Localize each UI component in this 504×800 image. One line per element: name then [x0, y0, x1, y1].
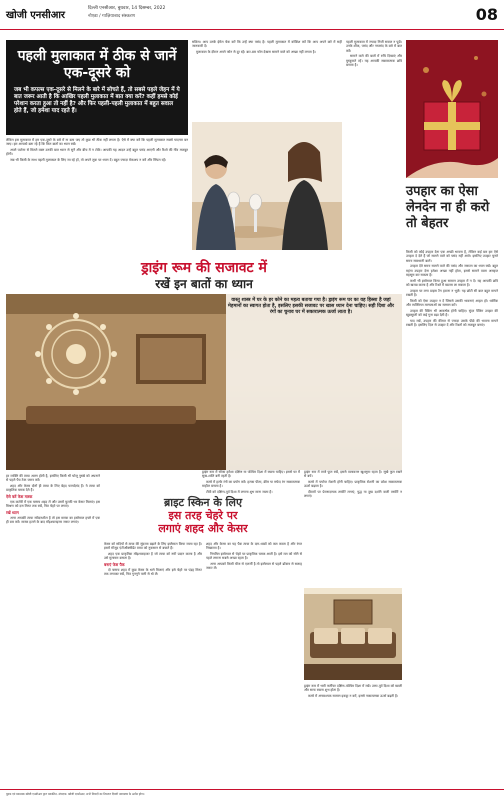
edition-subline: नोएडा / गाज़ियाबाद संस्करण — [88, 14, 135, 19]
dr-b-para-3: दीवारों पर प्रेरणादायक तस्वीरें लगाएं, युद्ध या दुख दर्शाने वाली तस्वीरें न लगाएं। — [304, 489, 402, 499]
gift-para-3: कभी भी इस्तेमाल किया हुआ सामान उपहार में न दें। यह आपकी छवि को खराब करता है और रिश्ते में खटास ला सकता है। — [406, 278, 498, 287]
lead-mid-para-2: मुलाकात के दौरान अपने फोन से दूर रहें। बार-बार फोन देखना सामने वाले को अच्छा नहीं लगता है। — [196, 49, 316, 54]
bs-b-para-2: नियमित इस्तेमाल से चेहरे पर प्राकृतिक चमक आती है। इसे रात को सोने से पहले लगाना सबसे अच्छा रहता है। — [206, 551, 302, 561]
drawing-room-illustration — [6, 294, 402, 470]
bright-skin-column-b — [206, 542, 302, 784]
gift-para-7: याद रखें, उपहार की कीमत से ज्यादा उसके पीछे की भावना मायने रखती है। इसलिए दिल से उपहार दें और रिश्तों को मजबूत बनाएं। — [406, 318, 498, 327]
dr-a-para-1: ड्राइंग रूम में सोफा हमेशा दक्षिण या पश्चिम दिशा में रखना चाहिए। इससे घर में सुख-शांति बनी रहती है। — [202, 470, 300, 479]
bright-skin-column-a — [104, 542, 202, 784]
lead-right-para-2: सामने वाले की बातों में रुचि दिखाएं और मुस्कुराते रहें। यह आपकी सकारात्मक छवि बनाता है। — [346, 54, 402, 67]
bl-para-1: हर व्यक्ति की त्वचा अलग होती है, इसलिए किसी भी घरेलू नुस्खे को अपनाने से पहले पैच टेस्ट जरूर करें। — [6, 474, 100, 483]
dr-a-para-3: टीवी को दक्षिण-पूर्व दिशा में लगाना शुभ माना जाता है। — [206, 489, 273, 494]
hero-box — [6, 40, 188, 135]
dr-b-para-2: कमरे में पर्याप्त रोशनी होनी चाहिए। प्राकृतिक रोशनी का प्रवेश सकारात्मक ऊर्जा बढ़ाता है। — [304, 479, 402, 489]
bl-sub2-text: अगर आपकी त्वचा संवेदनशील है तो इस मास्क का इस्तेमाल हफ्ते में एक ही बार करें। मास्क हटाने के बाद मॉइश्चराइजर जरूर लगाएं। — [6, 515, 100, 525]
gift-para-4: उपहार पर लगा प्राइस टैग हटाना न भूलें। यह छोटी सी बात बहुत मायने रखती है। — [406, 288, 498, 297]
bs-b-para-3: अगर आपको किसी चीज से एलर्जी है तो इस्तेमाल से पहले डॉक्टर से सलाह जरूर लें। — [206, 561, 302, 571]
page-footer: मुद्रक एवं प्रकाशक खोजी एनसीआर द्वारा प्रकाशित, संपादक: खोजी एनसीआर, सभी विवादों का निपटारा दिल्ली न्यायालय के अधीन होगा। — [0, 789, 504, 800]
gift-para-2: उपहार देते समय सामने वाले की पसंद और जरूरत का ध्यान रखें। बहुत महंगा उपहार देना हमेशा अच्छा नहीं होता, इससे सामने वाला असहज महसूस कर सकता है। — [406, 264, 498, 277]
bl-subheading-1: ऐसे करें फेस मास्क — [6, 493, 33, 499]
sofa-photo — [304, 588, 402, 680]
drawing-room-column-b — [304, 470, 402, 582]
hero-subtitle: जब भी कपल्स एक-दूसरे से मिलने के बारे में सोचते हैं, तो सबसे पहले जेहन में ये बात जरूर आती है कि आखिर पहली मुलाकात में बात क्या करें? कहीं हमसे कोई परेशान करता हुआ तो नहीं है? और फिर पहली-पहली मुलाकात में बहुत सवाल होते हैं, जो हमेशा याद रहते हैं। — [14, 87, 180, 114]
bright-skin-title-line-2: इस तरह चेहरे पर — [168, 509, 238, 522]
sofa-illustration — [304, 588, 402, 680]
lead-right-para-1: पहली मुलाकात में ज्यादा निजी सवाल न पूछें। उनके शौक, पसंद और नापसंद के बारे में बात करें। — [346, 40, 402, 53]
lead-left-para-2: अपने पार्टनर से मिलते वक्त उनकी बात ध्यान से सुनें और बीच में न टोकें। आपकी यह आदत उन्हें बहुत पसंद आएगी और रिश्ते की नींव मजबूत होगी। — [6, 147, 188, 157]
lead-column-mid — [192, 40, 342, 120]
hero-title: पहली मुलाकात में ठीक से जानें एक-दूसरे को — [17, 48, 177, 81]
drawing-room-photo — [6, 294, 402, 470]
bs-subheading: बनाएं फेस पैक — [104, 561, 125, 567]
couple-illustration — [192, 122, 342, 250]
edition-line: दिल्ली एनसीआर, बुधवार, 14 दिसम्बर, 2022 — [88, 6, 166, 11]
bs-a-para-2: शहद एक प्राकृतिक मॉइश्चराइजर है जो त्वचा को नमी प्रदान करता है और उसे मुलायम बनाता है। — [104, 551, 202, 561]
bl-sub1-text: एक कटोरी में एक चम्मच शहद लें और उसमें चुटकी भर केसर मिलाएं। इस मिश्रण को दस मिनट तक रखें, फिर चेहरे पर लगाएं। — [6, 499, 100, 509]
bottom-left-column — [6, 474, 100, 784]
drawing-room-title: ड्राइंग रूम की सजावट में — [141, 260, 267, 276]
drawing-room-intro: वास्तु शास्त्र में घर के हर कोने का महत्व बताया गया है। ड्राइंग रूम घर का वह हिस्सा है जहां मेहमानों का स्वागत होता है, इसलिए इसकी सजावट पर खास ध्यान देना चाहिए। सही दिशा और रंगों का चुनाव घर में सकारात्मक ऊर्जा लाता है। — [228, 298, 394, 316]
bs-a-para-1: केसर को सदियों से त्वचा की सुंदरता बढ़ाने के लिए इस्तेमाल किया जाता रहा है। इसमें मौजूद एंटीऑक्सीडेंट त्वचा को नुकसान से बचाते हैं। — [104, 542, 202, 551]
bs-b-para-1: शहद और केसर का यह पैक त्वचा के दाग-धब्बों को कम करता है और रंगत निखारता है। — [206, 542, 302, 551]
gift-illustration — [406, 40, 498, 178]
gift-article-title: उपहार का ऐसा लेनदेन ना ही करो तो बेहतर — [406, 184, 490, 231]
drawing-room-title-2: रखें इन बातों का ध्यान — [155, 277, 253, 291]
page-number: 08 — [475, 5, 498, 24]
couple-photo — [192, 122, 342, 250]
gift-article-body — [406, 250, 498, 785]
bl-subheading-2: रखें ध्यान — [6, 509, 19, 515]
gift-para-5: किसी को ऐसा उपहार न दें जिससे उसकी भावनाएं आहत हों। धार्मिक और व्यक्तिगत मान्यताओं का सम्मान करें। — [406, 298, 498, 307]
bs-sub-text: दो चम्मच शहद में कुछ केसर के धागे मिलाएं और इसे चेहरे पर पंद्रह मिनट तक लगाकर रखें, फिर गुनगुने पानी से धो लें। — [104, 567, 202, 577]
gift-photo — [406, 40, 498, 178]
lead-mid-para-1: सक्रिय। आप उनके ईमेल चेक करें कि उन्हें क्या पसंद है। पहली मुलाकात में कोशिश करें कि आप अपने बारे में सही जानकारी दें। — [192, 40, 342, 49]
newspaper-brand: खोजी एनसीआर — [6, 10, 66, 21]
sofa-caption-text — [304, 684, 402, 784]
dr-a-para-2: कमरे में हल्के रंगों का प्रयोग करें। हल्का पीला, क्रीम या सफेद रंग सकारात्मक माहौल बनाता है। — [202, 479, 300, 489]
dr-b-para-1: ड्राइंग रूम में ताजे फूल रखें, इससे वातावरण खुशनुमा रहता है। सूखे फूल रखने से बचें। — [304, 470, 402, 479]
bl-para-2: शहद और केसर दोनों ही त्वचा के लिए बेहद फायदेमंद हैं। ये त्वचा को प्राकृतिक चमक देते हैं। — [6, 483, 100, 493]
bright-skin-title-line-1: ब्राइट स्किन के लिए — [163, 496, 243, 509]
sofa-para-2: कमरे में अनावश्यक सामान इकट्ठा न करें, इससे नकारात्मक ऊर्जा बढ़ती है। — [308, 693, 399, 698]
lead-column-right — [346, 40, 402, 250]
bright-skin-title-line-3: लगाएं शहद और केसर — [158, 522, 248, 535]
page-header — [0, 0, 504, 30]
lead-column-left — [6, 138, 188, 250]
bright-skin-title-block — [104, 496, 302, 535]
gift-para-1: किसी को कोई उपहार देना एक अच्छी भावना है, लेकिन कई बार हम ऐसे उपहार दे देते हैं जो सामने वाले को पसंद नहीं आते। इसलिए उपहार चुनते समय सावधानी बरतें। — [406, 250, 498, 263]
sofa-para-1: ड्राइंग रूम में भारी फर्नीचर दक्षिण-पश्चिम दिशा में रखें। उत्तर-पूर्व दिशा को खाली और साफ रखना शुभ होता है। — [304, 684, 402, 693]
gift-para-6: उपहार की पैकिंग भी आकर्षक होनी चाहिए। सुंदर पैकिंग उपहार की खूबसूरती को कई गुना बढ़ा देती है। — [406, 308, 498, 317]
lead-left-para-3: जब भी किसी के साथ पहली मुलाकात के लिए जा रहे हों, तो अपने लुक पर ध्यान दें। बहुत ज्यादा मेकअप न करें और सिंपल रहें। — [10, 157, 167, 162]
lead-left-para-1: लेकिन इस मुलाकात में हम एक-दूसरे के बारे में ना बता पाए तो कुछ भी ठीक नहीं लगता है। ऐसे में क्या करें कि पहली मुलाकात सबसे यादगार बन जाए। हम आपको बता रहे हैं कि किन बातों का ध्यान रखें। — [6, 138, 188, 147]
